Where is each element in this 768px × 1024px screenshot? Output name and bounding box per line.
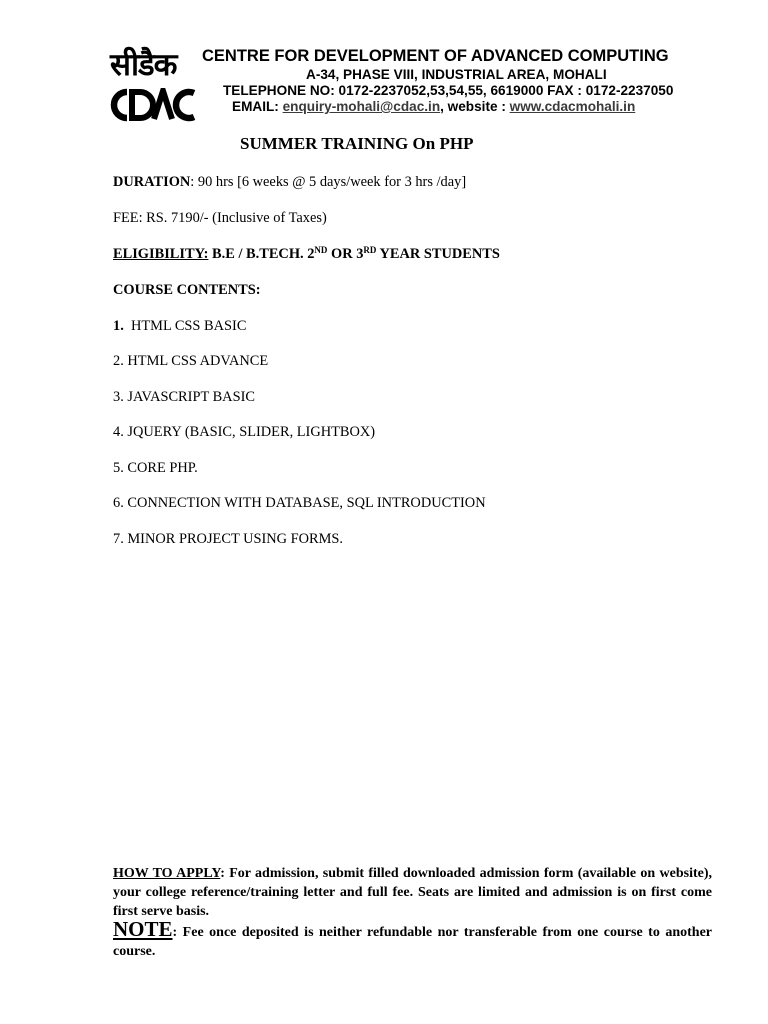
- how-to-apply-paragraph: [113, 864, 712, 921]
- org-name: CENTRE FOR DEVELOPMENT OF ADVANCED COMPUTING: [202, 47, 669, 65]
- website-label: , website :: [440, 99, 510, 114]
- website-link[interactable]: www.cdacmohali.in: [509, 99, 636, 114]
- course-contents-heading: COURSE CONTENTS:: [113, 282, 261, 298]
- course-item: 2. HTML CSS ADVANCE: [113, 353, 269, 369]
- note-paragraph: [113, 917, 712, 961]
- email-link[interactable]: enquiry-mohali@cdac.in: [282, 99, 441, 114]
- eligibility-line: [113, 246, 500, 263]
- cdac-logo-mark: [110, 88, 196, 122]
- fee-line: FEE: RS. 7190/- (Inclusive of Taxes): [113, 210, 327, 226]
- eligibility-label: ELIGIBILITY:: [113, 246, 209, 262]
- eligibility-sup: ND: [314, 245, 328, 255]
- course-item-text: HTML CSS BASIC: [123, 318, 247, 334]
- how-to-apply-text: : For admission, submit filled downloaded admission form (available on website), your college reference/training letter and full fee. Seats are limited and admission is on first come first serve basis.: [113, 866, 712, 919]
- letterhead: [110, 44, 710, 120]
- duration-value: : 90 hrs [6 weeks @ 5 days/week for 3 hrs /day]: [190, 174, 467, 190]
- page-title: SUMMER TRAINING On PHP: [240, 134, 474, 153]
- email-label: EMAIL:: [232, 99, 283, 114]
- org-contact: [232, 99, 635, 114]
- course-item: 7. MINOR PROJECT USING FORMS.: [113, 531, 344, 547]
- course-item: 3. JAVASCRIPT BASIC: [113, 389, 255, 405]
- org-address: A-34, PHASE VIII, INDUSTRIAL AREA, MOHALI: [306, 67, 607, 82]
- course-item: 4. JQUERY (BASIC, SLIDER, LIGHTBOX): [113, 424, 376, 440]
- course-item-number: 1.: [113, 318, 124, 334]
- note-label: NOTE: [113, 917, 173, 941]
- course-item: [113, 318, 246, 335]
- note-text: : Fee once deposited is neither refundable nor transferable from one course to another course.: [113, 925, 712, 959]
- eligibility-text: YEAR STUDENTS: [376, 246, 500, 262]
- duration-label: DURATION: [113, 174, 191, 190]
- eligibility-sup: RD: [363, 245, 377, 255]
- eligibility-text: B.E / B.TECH. 2: [208, 246, 315, 262]
- how-to-apply-label: HOW TO APPLY: [113, 866, 221, 881]
- cdac-logo: [110, 48, 196, 118]
- course-item: 6. CONNECTION WITH DATABASE, SQL INTRODUCTION: [113, 495, 486, 511]
- logo-hindi-text: सीडैक: [110, 47, 177, 83]
- course-item: 5. CORE PHP.: [113, 460, 198, 476]
- duration-line: [113, 174, 466, 191]
- org-telephone: TELEPHONE NO: 0172-2237052,53,54,55, 6619000 FAX : 0172-2237050: [223, 83, 674, 98]
- eligibility-text: OR 3: [327, 246, 364, 262]
